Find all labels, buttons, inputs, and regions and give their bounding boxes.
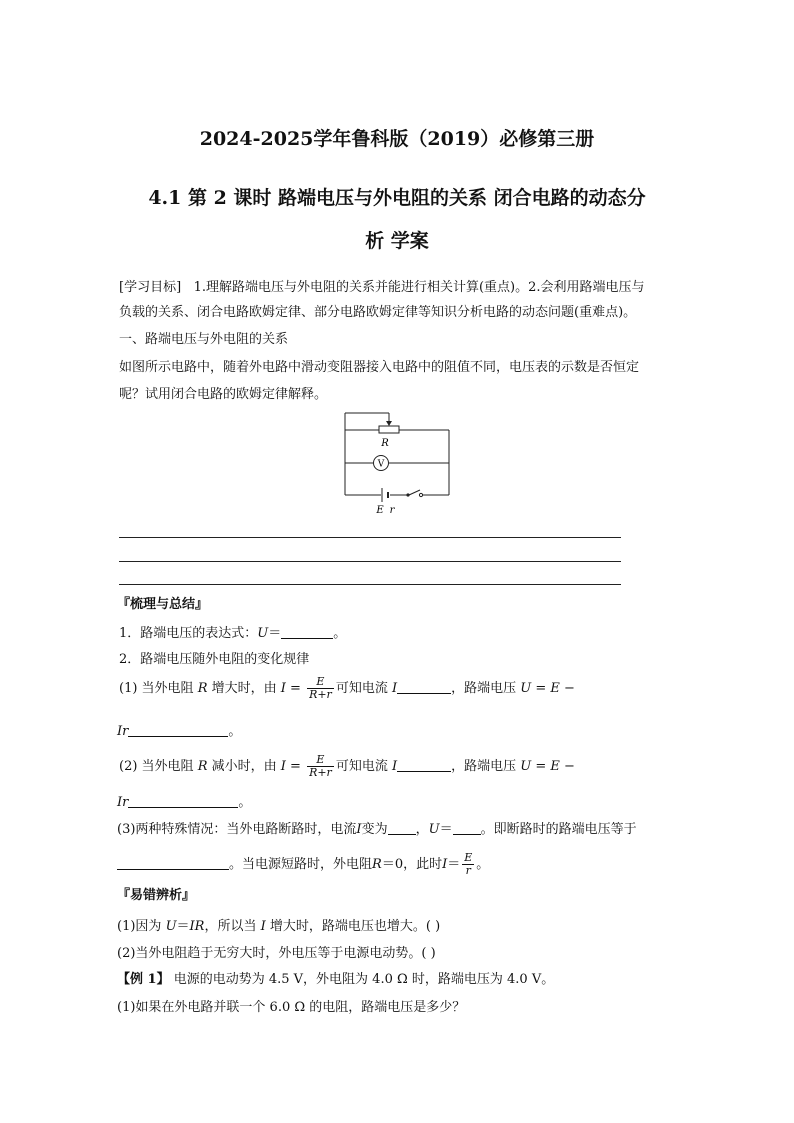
rule-1-eq2: = [531, 681, 551, 696]
question-line1: 如图所示电路中，随着外电路中滑动变阻器接入电路中的阻值不同，电压表的示数是否恒定 [119, 360, 640, 375]
rule-2-text-a: (2) 当外电阻 [119, 759, 198, 774]
rule-2-text-c: 可知电流 [335, 759, 392, 774]
error-1-eq: ＝ [176, 919, 190, 934]
rule-3-text-d: 。即断路时的路端电压等于 [480, 822, 637, 837]
rule-1-Ir: Ir [117, 724, 129, 739]
blank-voltage-2[interactable] [128, 793, 238, 808]
blank-terminal-voltage[interactable] [281, 624, 333, 639]
fraction2-denominator: r [465, 864, 471, 877]
summary-heading: 『梳理与总结』 [117, 597, 209, 612]
answer-line-2[interactable] [119, 561, 621, 562]
rule-1-text-c: 可知电流 [335, 681, 392, 696]
rule-3-text-a: (3)两种特殊情况：当外电路断路时，电流 [117, 822, 357, 837]
rule-2-E: E [550, 759, 560, 774]
emf-label: E [376, 505, 384, 515]
answer-line-1[interactable] [119, 537, 621, 538]
rule-2-eq2: = [531, 759, 551, 774]
rule-2-I: I [280, 759, 286, 774]
rule-3-I2: I [442, 857, 448, 872]
section1-heading: 一、路端电压与外电阻的关系 [119, 332, 289, 347]
lesson-title-line2: 析 学案 [365, 230, 429, 252]
error-item-1 [117, 915, 440, 934]
item1-eq: ＝ [268, 626, 282, 641]
rule-1-minus: − [559, 681, 575, 696]
rule-1-I2: I [391, 681, 398, 696]
blank-open-current[interactable] [388, 820, 416, 835]
error-1-I: I [260, 919, 266, 934]
rule-3-I: I [356, 822, 362, 837]
rule-3-line2 [117, 852, 489, 877]
blank-voltage-1[interactable] [128, 722, 228, 737]
objectives-tag: [学习目标] [119, 280, 182, 295]
rule-2-line2 [117, 791, 251, 810]
objectives-text-1: 1.理解路端电压与外电阻的关系并能进行相关计算(重点)。2.会利用路端电压与 [193, 280, 645, 295]
rule-3-text-e: 。当电源短路时，外电阻 [229, 857, 373, 872]
rule-3-eq: ＝ [439, 822, 453, 837]
fraction-numerator-2: E [307, 754, 334, 767]
error-1-text-d: 增大时，路端电压也增大。( ) [265, 919, 441, 934]
objectives-line2: 负载的关系、闭合电路欧姆定律、部分电路欧姆定律等知识分析电路的动态问题(重难点)。 [119, 305, 637, 320]
rule-2-text-d: ，路端电压 [451, 759, 521, 774]
question-line2: 呢？试用闭合电路的欧姆定律解释。 [119, 387, 328, 402]
rule-1-I: I [280, 681, 286, 696]
blank-current-2[interactable] [397, 757, 451, 772]
example-question-1: (1)如果在外电路并联一个 6.0 Ω 的电阻，路端电压是多少？ [117, 1000, 466, 1015]
rule-1-E: E [550, 681, 560, 696]
rule-3-R: R [372, 857, 382, 872]
example-1 [117, 968, 554, 987]
rule-2-line1 [119, 754, 575, 779]
blank-current-1[interactable] [397, 679, 451, 694]
fraction-E-over-Rr [307, 676, 334, 701]
error-1-text-c: ，所以当 [204, 919, 261, 934]
rule-2-U: U [520, 759, 532, 774]
fraction-E-over-r [462, 852, 474, 877]
rule-1-line1 [119, 676, 575, 701]
rule-3-end: 。 [476, 857, 490, 872]
example-text: 电源的电动势为 4.5 V，外电阻为 4.0 Ω 时，路端电压为 4.0 V。 [169, 972, 555, 987]
rule-3-U: U [428, 822, 440, 837]
rule-1-text-b: 增大时，由 [207, 681, 281, 696]
rule-3-line1 [117, 818, 637, 837]
rule-2-R: R [197, 759, 208, 774]
error-1-U: U [165, 919, 177, 934]
rule-1-eq: = [285, 681, 306, 696]
fraction2-numerator: E [464, 851, 473, 864]
rule-1-U: U [520, 681, 532, 696]
summary-item-1 [119, 622, 346, 641]
rule-2-minus: − [559, 759, 575, 774]
lesson-title-line1: 4.1 第 2 课时 路端电压与外电阻的关系 闭合电路的动态分 [148, 187, 646, 209]
item1-var: U [257, 626, 269, 641]
rule-3-comma: ， [415, 822, 429, 837]
item1-end: 。 [333, 626, 347, 641]
fraction-E-over-Rr-2 [307, 754, 334, 779]
fraction-denominator: R+r [309, 688, 332, 701]
rule-1-text-d: ，路端电压 [451, 681, 521, 696]
rule-1-text-a: (1) 当外电阻 [119, 681, 198, 696]
rule-2-I2: I [391, 759, 398, 774]
objectives-line1 [119, 276, 645, 295]
rule-1-end: 。 [228, 724, 242, 739]
internal-resistance-label: r [389, 505, 395, 515]
error-item-2: (2)当外电阻趋于无穷大时，外电压等于电源电动势。( ) [117, 946, 436, 961]
rule-2-text-b: 减小时，由 [207, 759, 281, 774]
answer-line-3[interactable] [119, 584, 621, 585]
rheostat-label: R [381, 438, 389, 449]
fraction-numerator: E [307, 676, 334, 689]
switch [406, 490, 422, 497]
rheostat [379, 426, 399, 433]
item1-prefix: 1．路端电压的表达式： [119, 626, 258, 641]
rule-3-text-b: 变为 [361, 822, 388, 837]
error-1-IR: IR [189, 919, 205, 934]
battery [382, 488, 388, 502]
rule-1-R: R [197, 681, 208, 696]
error-1-text-a: (1)因为 [117, 919, 166, 934]
rule-3-text-f: ＝0，此时 [381, 857, 443, 872]
fraction-denominator-2: R+r [309, 766, 332, 779]
circuit-diagram [335, 405, 465, 515]
rule-2-Ir: Ir [117, 795, 129, 810]
document-title: 2024-2025学年鲁科版（2019）必修第三册 [199, 128, 595, 150]
example-tag: 【例 1】 [117, 972, 170, 987]
summary-item-2: 2．路端电压随外电阻的变化规律 [119, 652, 310, 667]
blank-open-equals[interactable] [117, 855, 229, 870]
rule-1-line2 [117, 720, 241, 739]
rule-2-end: 。 [238, 795, 252, 810]
rule-2-eq: = [285, 759, 306, 774]
errors-heading: 『易错辨析』 [117, 888, 196, 903]
slider-arrow [386, 421, 392, 426]
rule-3-eq2: ＝ [447, 857, 461, 872]
blank-open-voltage[interactable] [453, 820, 481, 835]
voltmeter-label: V [377, 459, 385, 470]
